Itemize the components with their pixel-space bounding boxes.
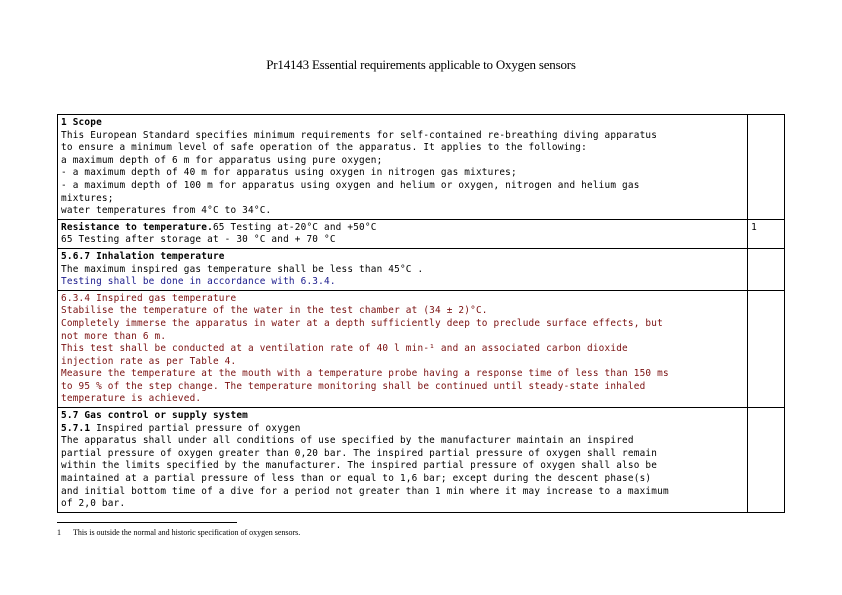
row-line: This European Standard specifies minimum requirements for self-contained re-breathing diving apparatus <box>61 129 658 141</box>
footnote-divider <box>57 522 237 523</box>
row-line: The maximum inspired gas temperature shall be less than 45°C . <box>61 263 424 275</box>
table-row <box>58 290 785 407</box>
requirements-table <box>57 114 785 513</box>
scope-cell <box>58 115 748 220</box>
temperature-resistance-cell <box>58 219 748 248</box>
row-line: partial pressure of oxygen greater than 0,20 bar. The inspired partial pressure of oxygen shall remain <box>61 447 658 459</box>
inhalation-temperature-cell <box>58 248 748 290</box>
subheading-text: Inspired partial pressure of oxygen <box>90 422 301 434</box>
side-cell <box>748 290 785 407</box>
row-line: This test shall be conducted at a ventilation rate of 40 l min-¹ and an associated carbon dioxide <box>61 343 628 355</box>
row-line: water temperatures from 4°C to 34°C. <box>61 205 272 217</box>
side-cell <box>748 248 785 290</box>
footnote-number: 1 <box>57 528 61 537</box>
table-row <box>58 248 785 290</box>
row-line: within the limits specified by the manufacturer. The inspired partial pressure of oxygen shall also be <box>61 460 658 472</box>
row-line: Measure the temperature at the mouth with a temperature probe having a response time of less than 150 ms <box>61 368 669 380</box>
row-heading: 5.7 Gas control or supply system <box>61 410 249 422</box>
row-line: - a maximum depth of 100 m for apparatus using oxygen and helium or oxygen, nitrogen and helium gas <box>61 179 640 191</box>
gas-control-cell <box>58 408 748 513</box>
subheading-number: 5.7.1 <box>61 422 91 434</box>
row-line: Stabilise the temperature of the water in the test chamber at (34 ± 2)°C. <box>61 305 488 317</box>
row-line: The apparatus shall under all conditions of use specified by the manufacturer maintain an inspired <box>61 435 634 447</box>
row-line: Completely immerse the apparatus in water at a depth sufficiently deep to preclude surface effects, but <box>61 317 663 329</box>
row-line: to ensure a minimum level of safe operation of the apparatus. It applies to the following: <box>61 142 587 154</box>
row-heading: Resistance to temperature. <box>61 221 213 233</box>
row-line: injection rate as per Table 4. <box>61 355 237 367</box>
row-heading-tail: 65 Testing at-20°C and +50°C <box>212 221 377 233</box>
footnote-ref[interactable]: 1 <box>748 219 785 248</box>
page-title: Pr14143 Essential requirements applicable to Oxygen sensors <box>266 57 576 72</box>
row-line: mixtures; <box>61 192 114 204</box>
row-heading: 1 Scope <box>61 117 102 128</box>
footnote-text: This is outside the normal and historic specification of oxygen sensors. <box>73 528 301 537</box>
row-line: not more than 6 m. <box>61 330 167 342</box>
row-line: a maximum depth of 6 m for apparatus using pure oxygen; <box>61 154 383 166</box>
table-row <box>58 408 785 513</box>
row-line: temperature is achieved. <box>61 393 202 405</box>
row-line: and initial bottom time of a dive for a period not greater than 1 min where it may increase to a maximum <box>61 485 669 497</box>
table-row <box>58 219 785 248</box>
cross-reference-line: Testing shall be done in accordance with 6.3.4. <box>61 276 336 288</box>
row-line: - a maximum depth of 40 m for apparatus using oxygen in nitrogen gas mixtures; <box>61 167 517 179</box>
row-line: to 95 % of the step change. The temperature monitoring shall be continued until steady-state inhaled <box>61 380 646 392</box>
side-cell <box>748 115 785 220</box>
row-heading: 6.3.4 Inspired gas temperature <box>61 292 237 304</box>
inspired-gas-temperature-cell <box>58 290 748 407</box>
table-row <box>58 115 785 220</box>
row-line: 65 Testing after storage at - 30 °C and + 70 °C <box>61 234 336 246</box>
row-heading: 5.6.7 Inhalation temperature <box>61 250 225 262</box>
row-line: of 2,0 bar. <box>61 498 126 510</box>
side-cell <box>748 408 785 513</box>
row-line: maintained at a partial pressure of less than or equal to 1,6 bar; except during the descent phase(s) <box>61 473 652 485</box>
footnote <box>57 528 300 537</box>
